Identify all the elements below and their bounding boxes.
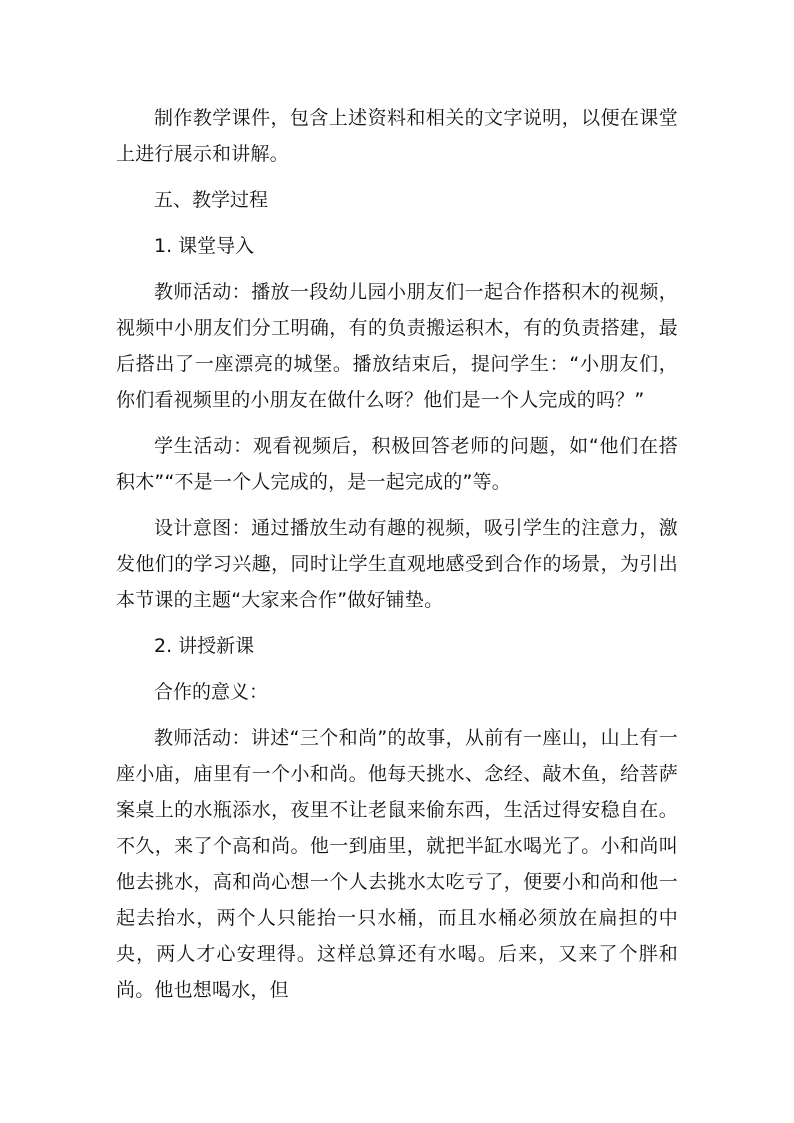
subheading-class-introduction: 1. 课堂导入 <box>154 235 255 257</box>
subheading-new-lesson: 2. 讲授新课 <box>154 635 255 657</box>
label-meaning-of-cooperation: 合作的意义： <box>154 681 269 703</box>
paragraph-courseware: 制作教学课件，包含上述资料和相关的文字说明，以便在课堂上进行展示和讲解。 <box>116 107 678 165</box>
paragraph-three-monks-story: 教师活动：讲述“三个和尚”的故事，从前有一座山，山上有一座小庙，庙里有一个小和尚。他每天挑水、念经、敲木鱼，给菩萨案桌上的水瓶添水，夜里不让老鼠来偷东西，生活过得安稳自在。不久，来了个高和尚。他一到庙里，就把半缸水喝光了。小和尚叫他去挑水，高和尚心想一个人去挑水太吃亏了，便要小和尚和他一起去抬水，两个人只能抬一只水桶，而且水桶必须放在扁担的中央，两人才心安理得。这样总算还有水喝。后来，又来了个胖和尚。他也想喝水，但 <box>116 727 678 1001</box>
paragraph-student-activity: 学生活动：观看视频后，积极回答老师的问题，如“他们在搭积木”“不是一个人完成的，是一起完成的”等。 <box>116 435 678 493</box>
paragraph-design-intent: 设计意图：通过播放生动有趣的视频，吸引学生的注意力，激发他们的学习兴趣，同时让学生直观地感受到合作的场景，为引出本节课的主题“大家来合作”做好铺垫。 <box>116 517 678 611</box>
paragraph-teacher-activity-intro: 教师活动：播放一段幼儿园小朋友们一起合作搭积木的视频，视频中小朋友们分工明确，有的负责搬运积木，有的负责搭建，最后搭出了一座漂亮的城堡。播放结束后，提问学生：“小朋友们，你们看视频里的小朋友在做什么呀？他们是一个人完成的吗？” <box>116 281 678 411</box>
document-body <box>116 100 678 1018</box>
section-heading-teaching-process: 五、教学过程 <box>154 189 269 211</box>
